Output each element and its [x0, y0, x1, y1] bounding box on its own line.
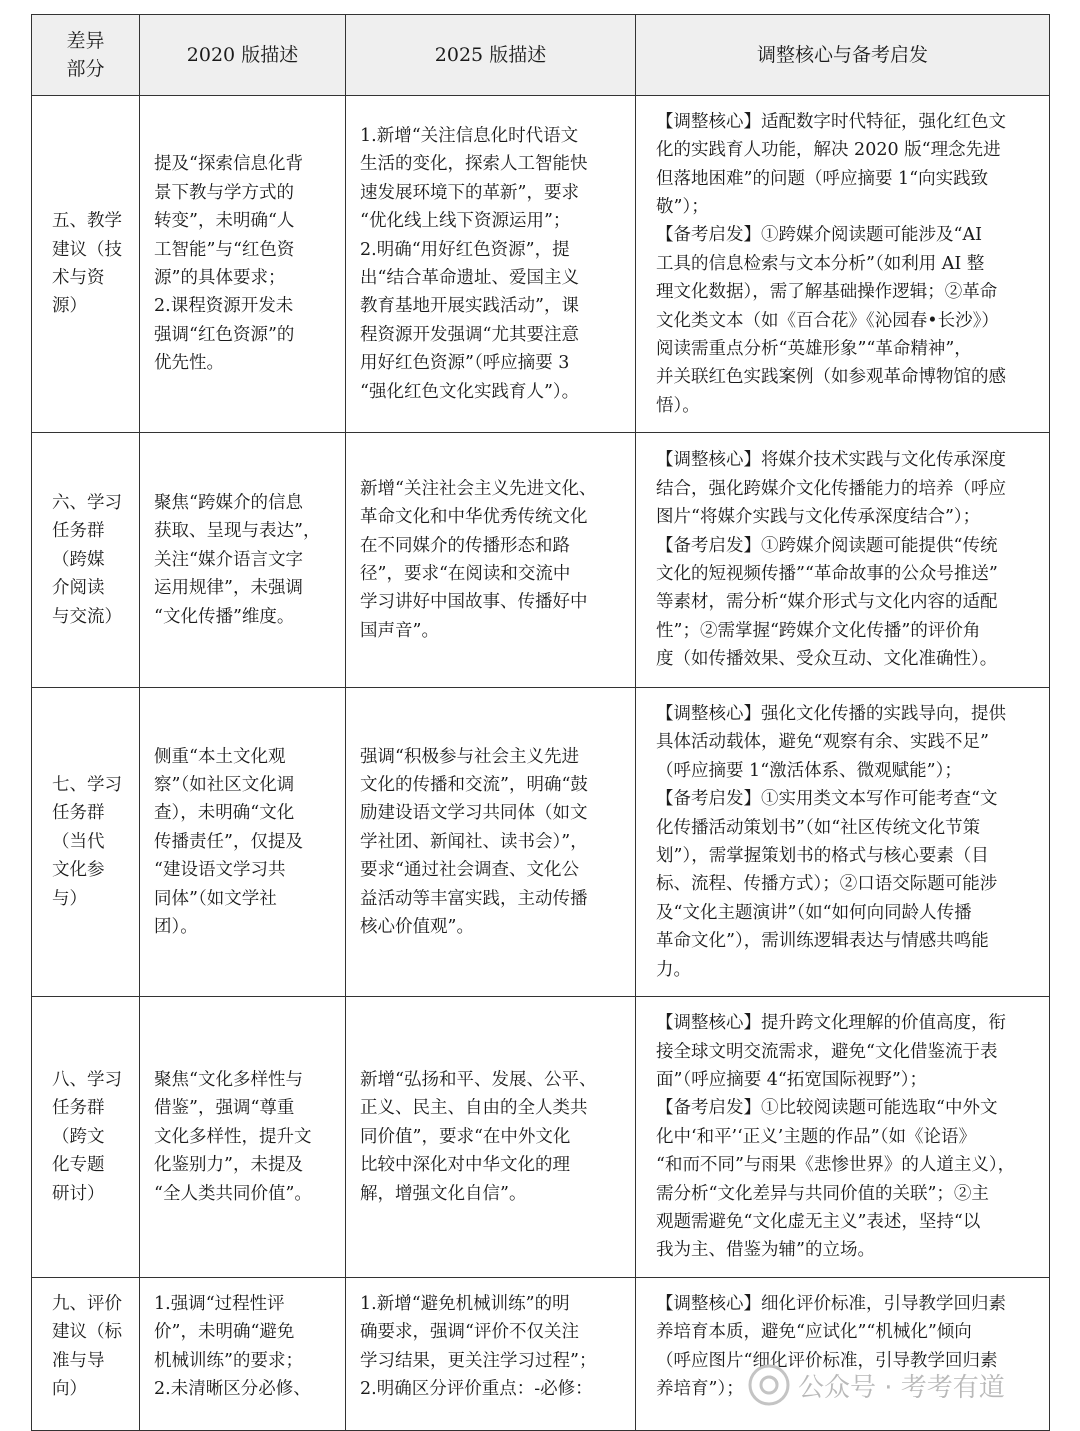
table-row	[32, 96, 1050, 433]
table-row	[32, 1278, 1050, 1431]
cell-core: 【调整核心】细化评价标准，引导教学回归素 养培育本质，避免“应试化”“机械化”倾向 （呼应图片“细化评价标准，引导教学回归素 养培育”）；	[636, 1278, 1050, 1431]
comparison-table	[31, 14, 1050, 1431]
cell-2025: 1.新增“避免机械训练”的明 确要求，强调“评价不仅关注 学习结果，更关注学习过程”； 2.明确区分评价重点：-必修：	[346, 1278, 636, 1431]
cell-part: 九、评价 建议（标 准与导 向）	[32, 1278, 140, 1431]
cell-part: 六、学习 任务群 （跨媒 介阅读 与交流）	[32, 433, 140, 688]
header-2020: 2020 版描述	[140, 15, 346, 96]
cell-2020: 1.强调“过程性评 价”，未明确“避免 机械训练”的要求； 2.未清晰区分必修、	[140, 1278, 346, 1431]
cell-core: 【调整核心】适配数字时代特征，强化红色文 化的实践育人功能，解决 2020 版“理念先进 但落地困难”的问题（呼应摘要 1“向实践致 敬”）； 【备考启发】①跨媒介阅读题可能涉及“AI 工具的信息检索与文本分析”（如利用 AI 整 理文化数据），需了解基础操作逻辑；②革命 文化类文本（如《百合花》《沁园春•长沙》） 阅读需重点分析“英雄形象”“革命精神”， 并关联红色实践案例（如参观革命博物馆的感 悟）。	[636, 96, 1050, 433]
table-header-row	[32, 15, 1050, 96]
cell-2025: 新增“关注社会主义先进文化、 革命文化和中华优秀传统文化 在不同媒介的传播形态和路 径”，要求“在阅读和交流中 学习讲好中国故事、传播好中 国声音”。	[346, 433, 636, 688]
cell-core: 【调整核心】将媒介技术实践与文化传承深度 结合，强化跨媒介文化传播能力的培养（呼应 图片“将媒介实践与文化传承深度结合”）； 【备考启发】①跨媒介阅读题可能提供“传统 文化的短视频传播”“革命故事的公众号推送” 等素材，需分析“媒介形式与文化内容的适配 性”；②需掌握“跨媒介文化传播”的评价角 度（如传播效果、受众互动、文化准确性）。	[636, 433, 1050, 688]
cell-part: 七、学习 任务群 （当代 文化参 与）	[32, 688, 140, 997]
cell-2020: 聚焦“跨媒介的信息 获取、呈现与表达”， 关注“媒介语言文字 运用规律”，未强调 “文化传播”维度。	[140, 433, 346, 688]
cell-core: 【调整核心】提升跨文化理解的价值高度，衔 接全球文明交流需求，避免“文化借鉴流于表 面”（呼应摘要 4“拓宽国际视野”）； 【备考启发】①比较阅读题可能选取“中外文 化中‘和平’‘正义’主题的作品”（如《论语》 “和而不同”与雨果《悲惨世界》的人道主义）， 需分析“文化差异与共同价值的关联”；②主 观题需避免“文化虚无主义”表述，坚持“以 我为主、借鉴为辅”的立场。	[636, 997, 1050, 1278]
header-diff-part: 差异 部分	[32, 15, 140, 96]
cell-2020: 聚焦“文化多样性与 借鉴”，强调“尊重 文化多样性，提升文 化鉴别力”，未提及 “全人类共同价值”。	[140, 997, 346, 1278]
cell-part: 五、教学 建议（技 术与资 源）	[32, 96, 140, 433]
cell-part: 八、学习 任务群 （跨文 化专题 研讨）	[32, 997, 140, 1278]
cell-2025: 强调“积极参与社会主义先进 文化的传播和交流”，明确“鼓 励建设语文学习共同体（如文 学社团、新闻社、读书会）”， 要求“通过社会调查、文化公 益活动等丰富实践，主动传播 核心价值观”。	[346, 688, 636, 997]
header-2025: 2025 版描述	[346, 15, 636, 96]
cell-2025: 新增“弘扬和平、发展、公平、 正义、民主、自由的全人类共 同价值”，要求“在中外文化 比较中深化对中华文化的理 解，增强文化自信”。	[346, 997, 636, 1278]
table-row	[32, 997, 1050, 1278]
table-row	[32, 688, 1050, 997]
cell-2020: 提及“探索信息化背 景下教与学方式的 转变”，未明确“人 工智能”与“红色资 源”的具体要求； 2.课程资源开发未 强调“红色资源”的 优先性。	[140, 96, 346, 433]
table-row	[32, 433, 1050, 688]
watermark	[748, 1364, 1005, 1406]
header-core: 调整核心与备考启发	[636, 15, 1050, 96]
cell-core: 【调整核心】强化文化传播的实践导向，提供 具体活动载体，避免“观察有余、实践不足” （呼应摘要 1“激活体系、微观赋能”）； 【备考启发】①实用类文本写作可能考查“文 化传播活动策划书”（如“社区传统文化节策 划”），需掌握策划书的格式与核心要素（目 标、流程、传播方式）；②口语交际题可能涉 及“文化主题演讲”（如“如何向同龄人传播 革命文化”），需训练逻辑表达与情感共鸣能 力。	[636, 688, 1050, 997]
wechat-official-account-icon	[748, 1364, 790, 1406]
cell-2020: 侧重“本土文化观 察”（如社区文化调 查），未明确“文化 传播责任”，仅提及 “建设语文学习共 同体”（如文学社 团）。	[140, 688, 346, 997]
watermark-text: 公众号 · 考考有道	[798, 1372, 1005, 1403]
cell-2025: 1.新增“关注信息化时代语文 生活的变化，探索人工智能快 速发展环境下的革新”，要求 “优化线上线下资源运用”； 2.明确“用好红色资源”，提 出“结合革命遗址、爱国主义 教育基地开展实践活动”，课 程资源开发强调“尤其要注意 用好红色资源”（呼应摘要 3 “强化红色文化实践育人”）。	[346, 96, 636, 433]
